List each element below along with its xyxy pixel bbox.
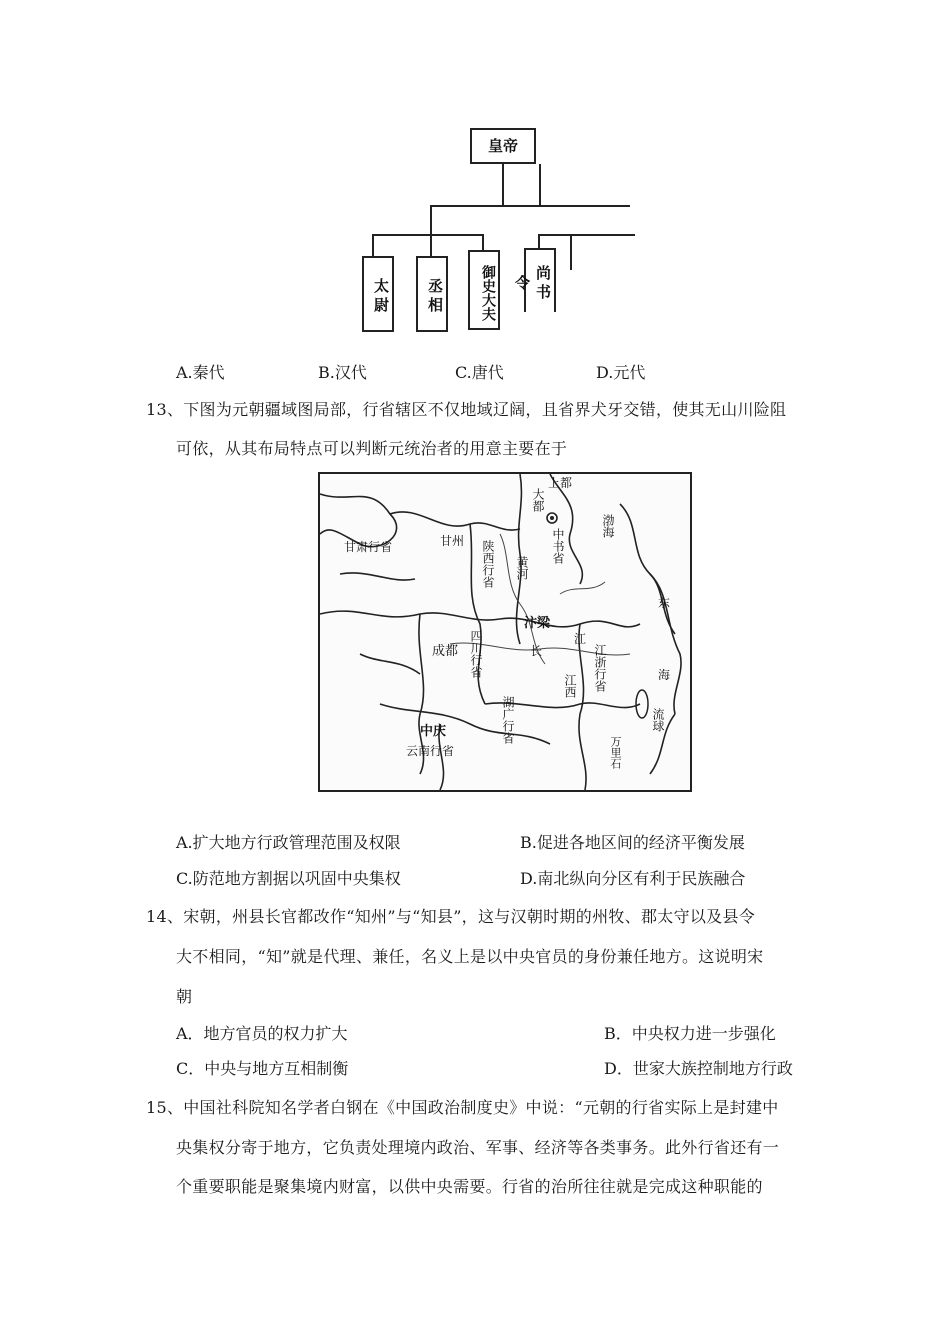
q13-option-b[interactable]: B.促进各地区间的经济平衡发展 <box>520 833 745 852</box>
q14-option-a[interactable]: A．地方官员的权力扩大 <box>176 1024 348 1043</box>
map-label-hai: 海 <box>658 668 671 682</box>
map-label-dong: 东 <box>658 596 671 610</box>
q15-stem-line-1: 15、中国社科院知名学者白钢在《中国政治制度史》中说：“元朝的行省实际上是封建中 <box>146 1098 779 1117</box>
yuan-territory-map <box>318 472 692 792</box>
map-label-bianliang: 汴梁 <box>524 616 551 631</box>
chengxiang-box: 丞相 <box>416 256 448 332</box>
q12-option-b[interactable]: B.汉代 <box>318 363 367 382</box>
map-label-huanghe: 黄河 <box>515 556 529 580</box>
q14-option-d[interactable]: D．世家大族控制地方行政 <box>604 1059 793 1078</box>
map-label-bohai: 渤海 <box>601 514 615 538</box>
map-label-chengdu: 成都 <box>432 644 459 659</box>
org-chart <box>360 120 635 340</box>
q14-option-c[interactable]: C．中央与地方互相制衡 <box>176 1059 349 1078</box>
map-label-huguang: 湖广行省 <box>501 696 515 744</box>
taiwei-box: 太尉 <box>362 256 394 332</box>
map-label-sichuan: 四川行省 <box>469 630 483 678</box>
map-label-zhongshusheng: 中书省 <box>551 528 565 564</box>
map-label-liuqiu: 流球 <box>651 708 665 732</box>
map-label-dadu: 大都 <box>531 488 545 512</box>
q13-stem-line-2: 可依，从其布局特点可以判断元统治者的用意主要在于 <box>176 439 568 458</box>
yushi-box: 御史大夫 <box>468 250 500 330</box>
map-label-jiangzhe: 江浙行省 <box>593 644 607 692</box>
map-label-shangdu: 上都 <box>548 476 573 490</box>
q14-option-b[interactable]: B．中央权力进一步强化 <box>604 1024 776 1043</box>
q13-stem-line-1: 13、下图为元朝疆域图局部，行省辖区不仅地域辽阔，且省界犬牙交错，使其无山川险阻 <box>146 400 787 419</box>
q12-option-d[interactable]: D.元代 <box>596 363 646 382</box>
q13-option-d[interactable]: D.南北纵向分区有利于民族融合 <box>520 869 746 888</box>
q13-option-a[interactable]: A.扩大地方行政管理范围及权限 <box>176 833 401 852</box>
q12-option-c[interactable]: C.唐代 <box>455 363 504 382</box>
shangshu-box: 尚书令 <box>524 248 556 312</box>
q13-option-c[interactable]: C.防范地方割据以巩固中央集权 <box>176 869 401 888</box>
map-label-wanlishi: 万里石 <box>609 736 622 769</box>
q14-stem-line-1: 14、宋朝，州县长官都改作“知州”与“知县”，这与汉朝时期的州牧、郡太守以及县令 <box>146 907 756 926</box>
q12-option-a[interactable]: A.秦代 <box>176 363 225 382</box>
map-label-shaanxi: 陕西行省 <box>481 540 495 588</box>
map-label-yunnan: 云南行省 <box>406 744 455 758</box>
emperor-box: 皇帝 <box>470 128 536 164</box>
q15-stem-line-2: 央集权分寄于地方，它负责处理境内政治、军事、经济等各类事务。此外行省还有一 <box>176 1138 780 1157</box>
map-label-gansu: 甘肃行省 <box>344 540 393 554</box>
map-label-jiangxi: 江西 <box>563 674 577 698</box>
map-label-jiang: 江 <box>574 632 587 646</box>
map-label-chang: 长 <box>530 644 543 658</box>
map-label-ganzhou: 甘州 <box>440 534 465 548</box>
q15-stem-line-3: 个重要职能是聚集境内财富，以供中央需要。行省的治所往往就是完成这种职能的 <box>176 1177 763 1196</box>
q14-stem-line-3: 朝 <box>176 987 193 1006</box>
map-label-zhongqing: 中庆 <box>420 724 447 739</box>
q14-stem-line-2: 大不相同，“知”就是代理、兼任，名义上是以中央官员的身份兼任地方。这说明宋 <box>176 947 764 966</box>
